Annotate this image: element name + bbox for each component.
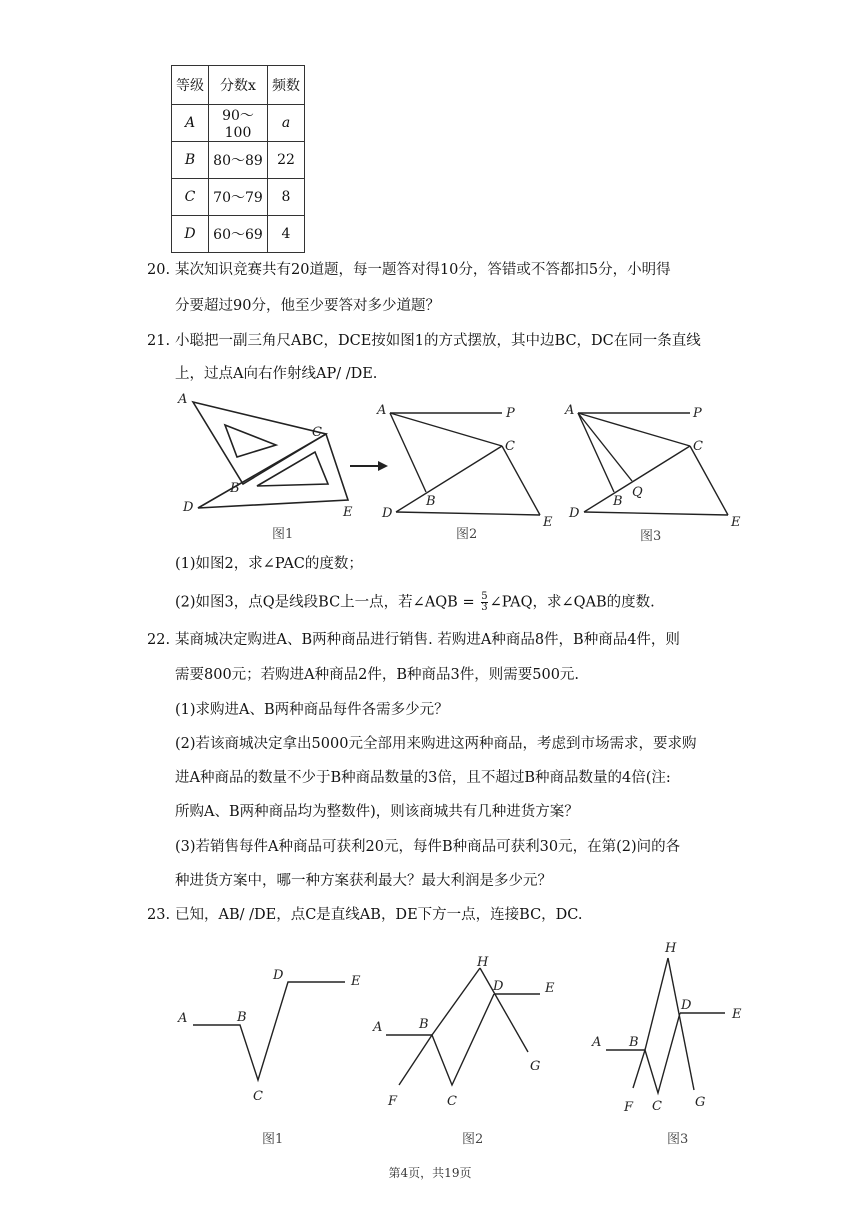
table-cell: A: [172, 105, 209, 142]
question-22-line-8: 种进货方案中，哪一种方案获利最大？最大利润是多少元？: [175, 873, 552, 889]
label: E: [543, 515, 553, 530]
fraction-numerator: 5: [481, 591, 488, 602]
figure-23-1-caption: 图1: [262, 1132, 284, 1147]
label: B: [629, 1035, 639, 1050]
sub-2-text-a: (2)如图3，点Q是线段BC上一点，若∠AQB =: [175, 594, 480, 611]
label: A: [178, 1011, 188, 1026]
label: P: [693, 406, 702, 421]
figure-23-2-caption: 图2: [462, 1132, 484, 1147]
label: D: [493, 979, 504, 994]
label: G: [695, 1095, 706, 1110]
question-21-line-1: 小聪把一副三角尺ABC，DCE按如图1的方式摆放，其中边BC，DC在同一条直线: [175, 333, 701, 349]
label: H: [477, 955, 489, 970]
table-header-cell: 等级: [172, 66, 209, 105]
figure-21-3-caption: 图3: [640, 529, 662, 544]
figure-23-3-caption: 图3: [667, 1132, 689, 1147]
figure-21-1-caption: 图1: [272, 527, 294, 542]
label: E: [731, 515, 741, 530]
label: A: [565, 403, 575, 418]
sub-2-text-b: ∠PAQ，求∠QAB的度数.: [489, 594, 655, 611]
table-cell: B: [172, 142, 209, 179]
figure-21-2-caption: 图2: [456, 527, 478, 542]
label: Q: [632, 485, 643, 500]
label: P: [506, 406, 515, 421]
label: E: [351, 974, 361, 989]
label: H: [665, 941, 677, 956]
label: D: [183, 500, 194, 515]
table-cell: D: [172, 216, 209, 253]
question-20-line-1: 某次知识竞赛共有20道题，每一题答对得10分，答错或不答都扣5分，小明得: [175, 262, 671, 278]
label: E: [343, 505, 353, 520]
question-20-number: 20.: [147, 262, 171, 278]
table-cell: 4: [268, 216, 305, 253]
label: C: [312, 425, 322, 440]
label: B: [419, 1017, 429, 1032]
table-cell: 60～69: [209, 216, 268, 253]
question-22-line-6: 所购A、B两种商品均为整数件)，则该商城共有几种进货方案？: [175, 804, 579, 820]
label: B: [613, 494, 623, 509]
question-22-number: 22.: [147, 632, 171, 648]
question-22-line-7: (3)若销售每件A种商品可获利20元，每件B种商品可获利30元，在第(2)问的各: [175, 839, 681, 855]
table-cell: 80～89: [209, 142, 268, 179]
label: A: [377, 403, 387, 418]
label: A: [373, 1020, 383, 1035]
label: B: [426, 494, 436, 509]
page-footer: 第4页，共19页: [388, 1166, 472, 1180]
fraction-denominator: 3: [481, 602, 488, 613]
table-cell: 70～79: [209, 179, 268, 216]
label: D: [569, 506, 580, 521]
question-21-line-2: 上，过点A向右作射线AP/ /DE.: [175, 366, 378, 382]
label: F: [624, 1100, 634, 1115]
question-23-number: 23.: [147, 907, 171, 923]
label: C: [652, 1099, 662, 1114]
label: D: [681, 998, 692, 1013]
table-header-cell: 分数x: [209, 66, 268, 105]
label: G: [530, 1059, 541, 1074]
question-20-line-2: 分要超过90分，他至少要答对多少道题？: [175, 298, 440, 314]
label: A: [178, 392, 188, 407]
table-cell: 90～100: [209, 105, 268, 142]
question-22-line-1: 某商城决定购进A、B两种商品进行销售. 若购进A种商品8件，B种商品4件，则: [175, 632, 680, 648]
label: F: [388, 1094, 398, 1109]
label: B: [237, 1010, 247, 1025]
table-cell: 8: [268, 179, 305, 216]
label: C: [505, 439, 515, 454]
table-header-cell: 频数: [268, 66, 305, 105]
label: E: [732, 1007, 742, 1022]
question-23-line-1: 已知，AB/ /DE，点C是直线AB，DE下方一点，连接BC，DC.: [175, 907, 583, 923]
table-cell: C: [172, 179, 209, 216]
label: E: [545, 981, 555, 996]
label: C: [693, 439, 703, 454]
question-22-line-2: 需要800元；若购进A种商品2件，B种商品3件，则需要500元.: [175, 667, 580, 683]
label: D: [273, 968, 284, 983]
question-22-line-5: 进A种商品的数量不少于B种商品数量的3倍，且不超过B种商品数量的4倍(注:: [175, 770, 671, 786]
label: A: [592, 1035, 602, 1050]
table-cell: a: [268, 105, 305, 142]
question-22-line-3: (1)求购进A、B两种商品每件各需多少元？: [175, 702, 449, 718]
label: C: [253, 1089, 263, 1104]
label: D: [382, 506, 393, 521]
label: B: [230, 481, 240, 496]
label: C: [447, 1094, 457, 1109]
question-22-line-4: (2)若该商城决定拿出5000元全部用来购进这两种商品，考虑到市场需求，要求购: [175, 736, 697, 752]
table-cell: 22: [268, 142, 305, 179]
question-21-sub-1: (1)如图2，求∠PAC的度数；: [175, 556, 363, 572]
question-21-number: 21.: [147, 333, 171, 349]
